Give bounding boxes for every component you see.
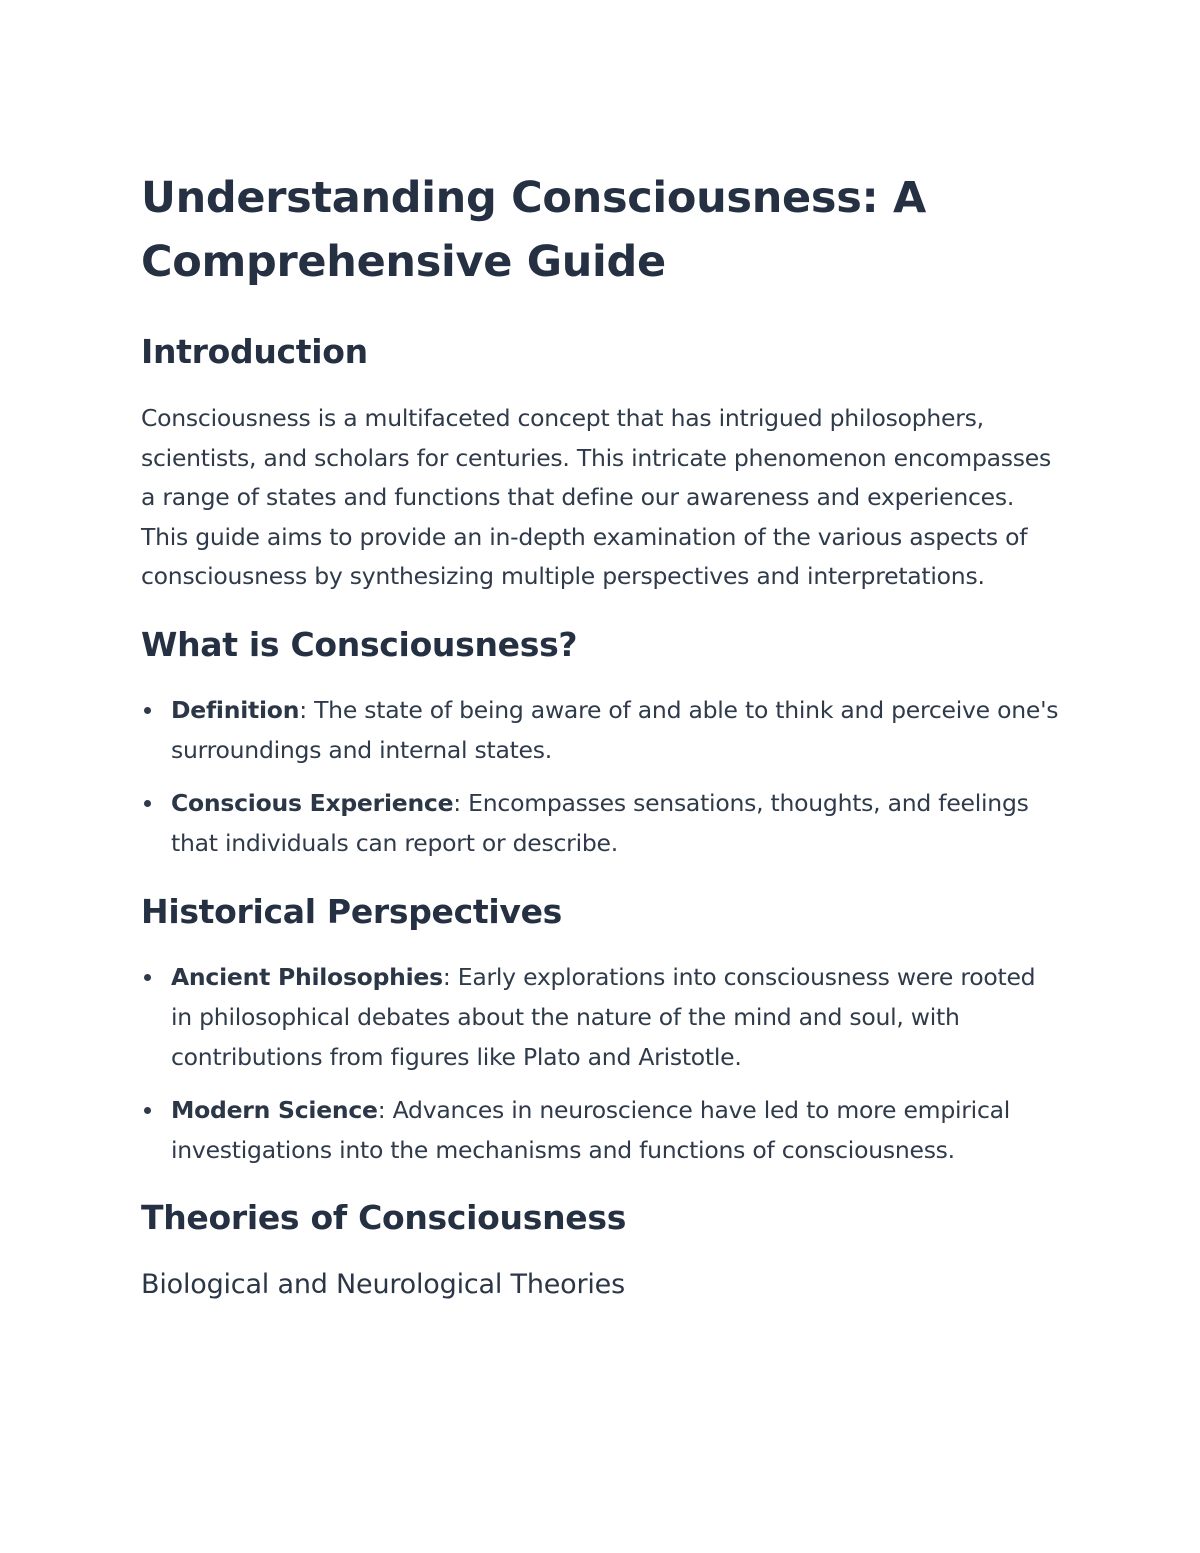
section-heading-introduction: Introduction <box>141 332 368 371</box>
bullet-icon <box>144 1107 151 1114</box>
introduction-paragraph: Consciousness is a multifaceted concept that has intrigued philosophers, scientists, and scholars for centuries. This intricate phenomenon encompasses a range of states and functions that define our awareness and experiences. This guide aims to provide an in-depth examination of the various aspects of consciousness by synthesizing multiple perspectives and interpretations. <box>141 404 1051 591</box>
list-item <box>141 691 1060 770</box>
list-item-text: : Advances in neuroscience have led to more empirical investigations into the mechanisms and functions of consciousness. <box>171 1096 1011 1164</box>
what-is-consciousness-list <box>141 691 1060 863</box>
list-item-text: : Early explorations into consciousness were rooted in philosophical debates about the nature of the mind and soul, with contributions from figures like Plato and Aristotle. <box>171 963 1036 1071</box>
list-item-text: : The state of being aware of and able to think and perceive one's surroundings and internal states. <box>171 695 1059 764</box>
list-item <box>141 958 1060 1077</box>
historical-perspectives-list <box>141 958 1060 1170</box>
section-heading-historical-perspectives: Historical Perspectives <box>141 892 563 932</box>
list-item-term: Ancient Philosophies <box>171 963 443 992</box>
section-heading-theories-of-consciousness: Theories of Consciousness <box>141 1198 627 1238</box>
section-heading-what-is-consciousness: What is Consciousness? <box>141 624 578 664</box>
list-item <box>141 784 1060 863</box>
list-item-term: Conscious Experience <box>171 789 454 818</box>
bullet-icon <box>144 974 151 981</box>
list-item-text: : Encompasses sensations, thoughts, and feelings that individuals can report or describe. <box>171 789 1029 857</box>
list-item-term: Modern Science <box>171 1096 378 1125</box>
list-item-term: Definition <box>171 695 300 724</box>
list-item <box>141 1091 1060 1170</box>
document-title: Understanding Consciousness: A Comprehensive Guide <box>141 173 927 287</box>
bullet-icon <box>144 707 151 714</box>
bullet-icon <box>144 800 151 807</box>
subsection-heading-biological-neurological: Biological and Neurological Theories <box>141 1269 625 1301</box>
